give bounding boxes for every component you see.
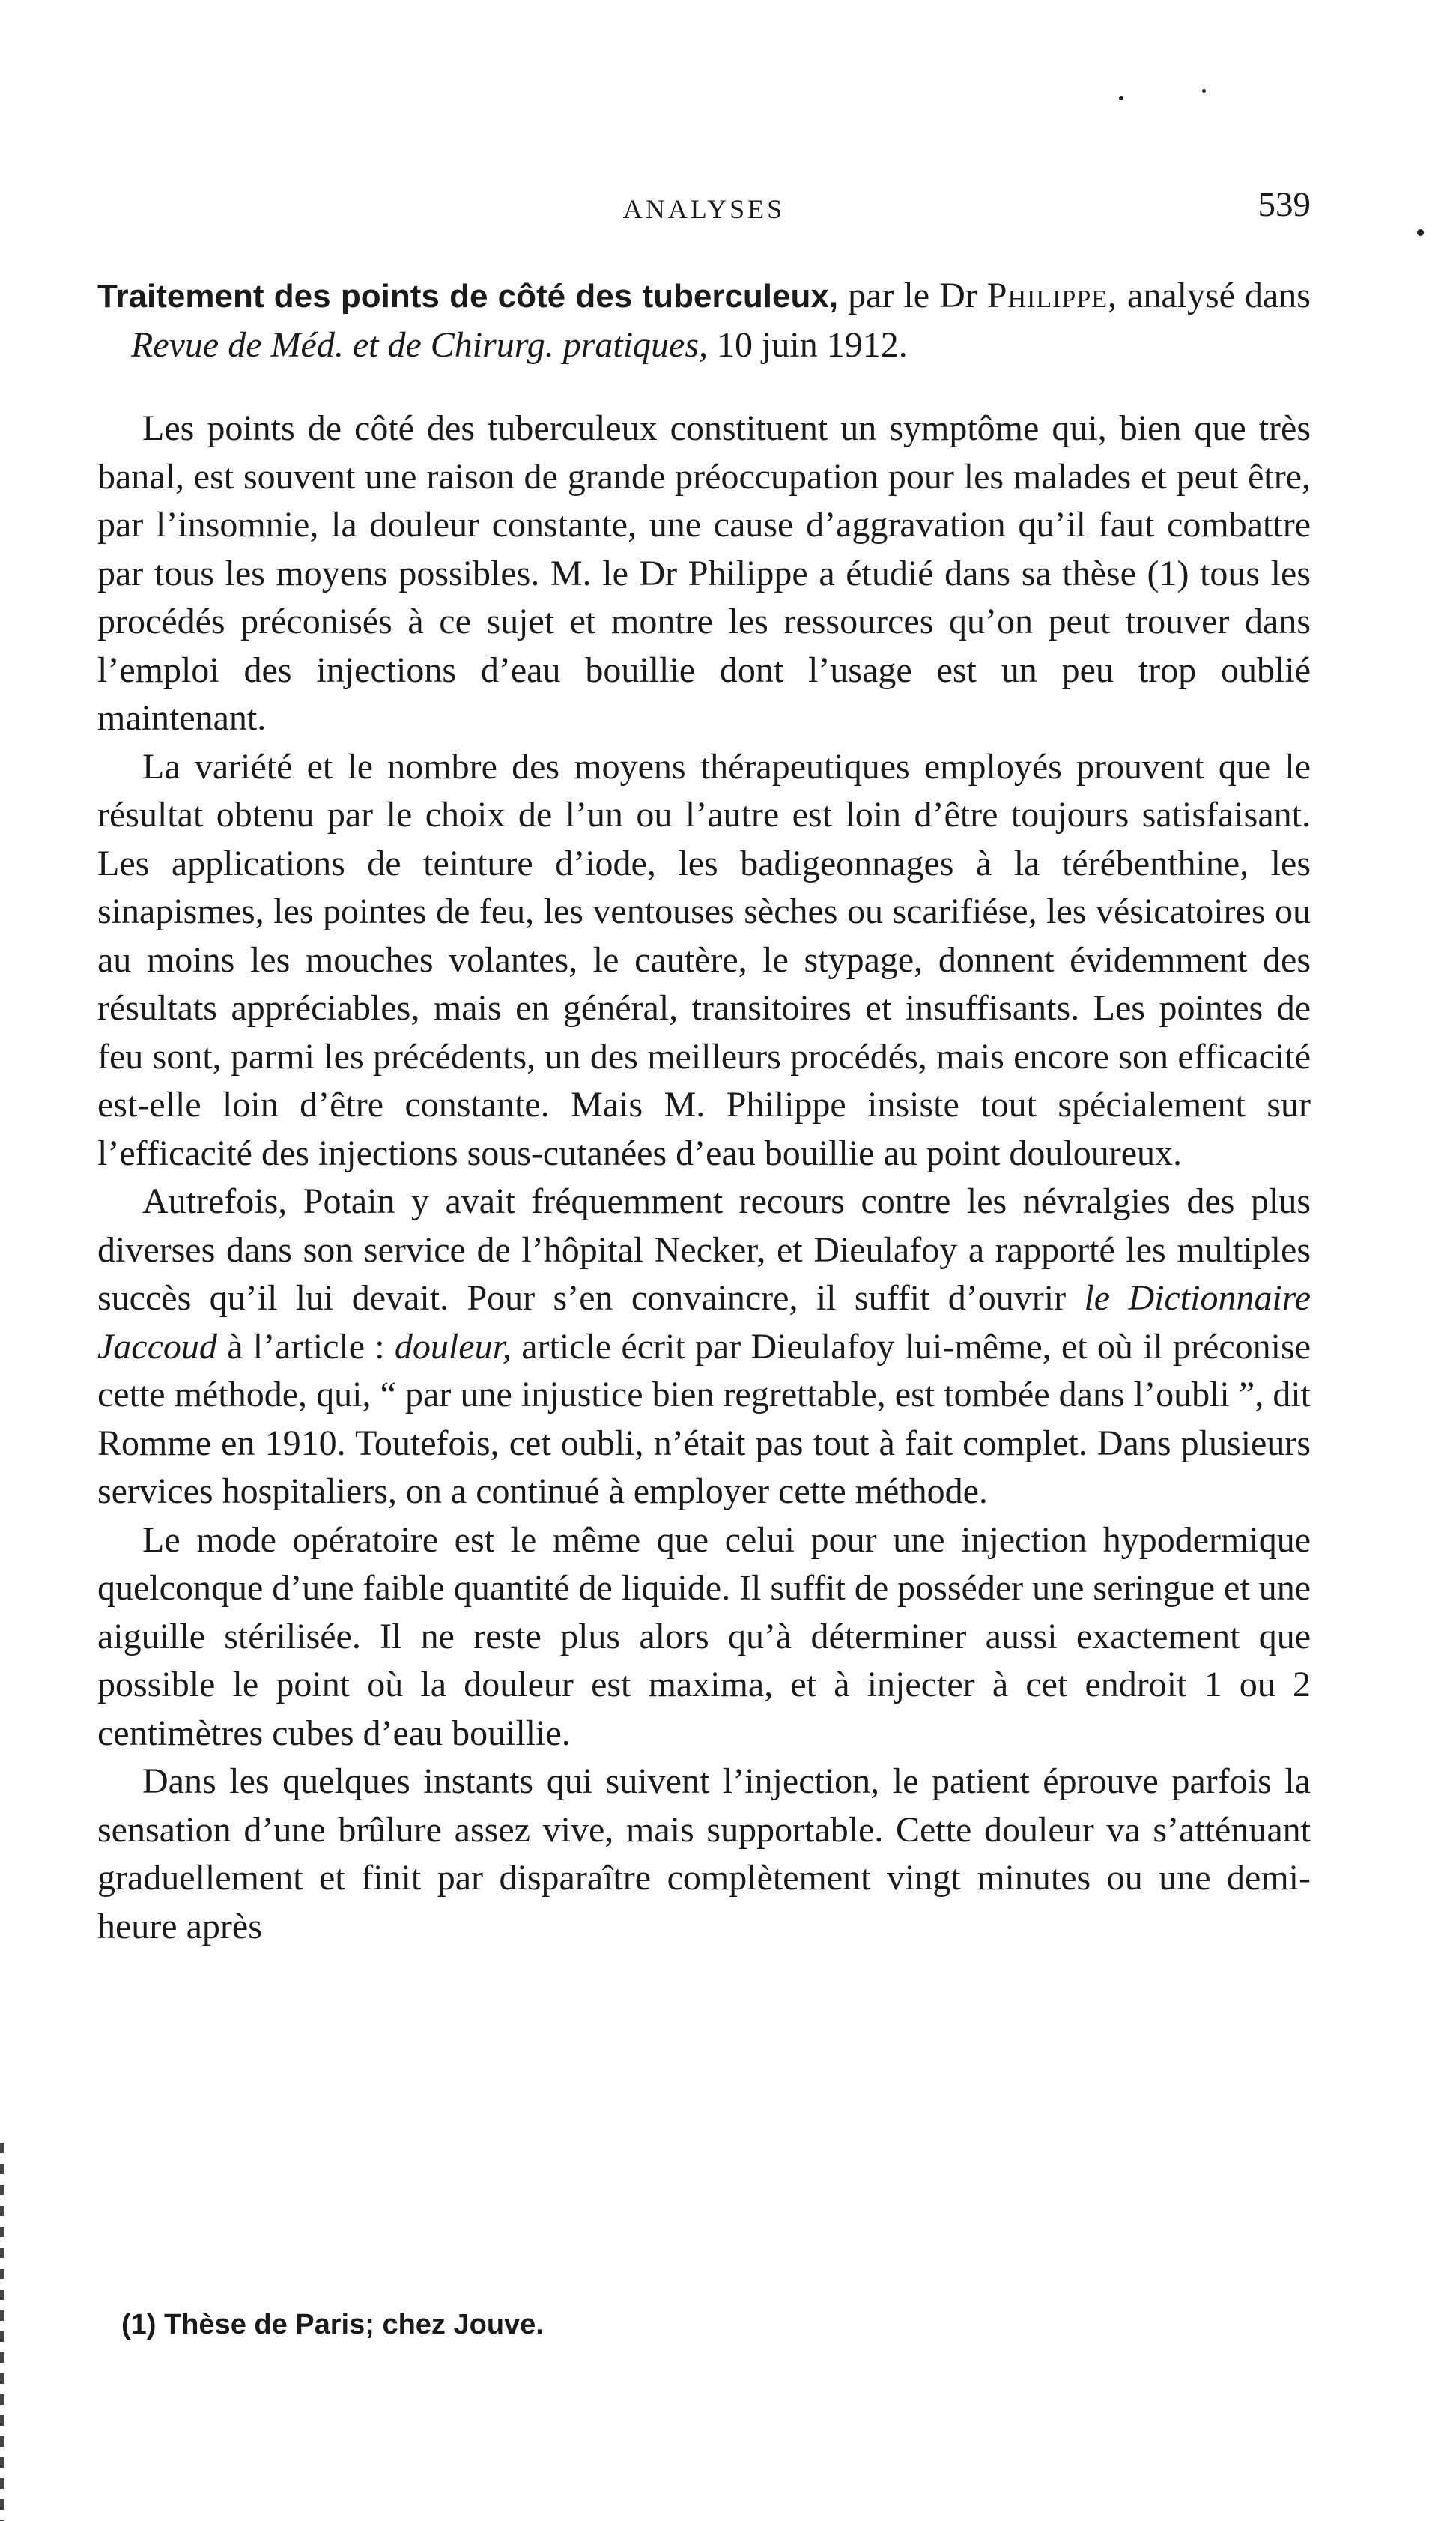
article-analyzed-in: analysé dans [1117,276,1311,315]
paragraph-5: Dans les quelques instants qui suivent l’injection, le patient éprouve parfois la sensation d’une brûlure assez vive, mais supportable. Cette douleur va s’atténuant graduellement et finit par disparaître complètement vingt minutes ou une demi-heure après [97,1761,1311,1946]
paragraph-3-text-c: article écrit par Dieulafoy lui-même, et où il préconise cette méthode, qui, “ par une injustice bien regrettable, est tombée dans l’oubli ”, dit Romme en 1910. Toutefois, cet oubli, n’était pas tout à fait complet. Dans plusieurs services hospitaliers, on a continué à employer cette méthode. [97,1326,1311,1511]
paragraph-3 [97,1178,1311,1516]
article-title-bold: Traitement des points de côté des tuberculeux, [97,278,839,315]
page-number: 539 [1258,185,1311,224]
ink-speck [1119,96,1123,100]
article-author: Philippe, [986,276,1118,315]
paragraph-3-text-b: à l’article : [216,1326,395,1367]
article-date: 10 juin 1912. [708,324,908,365]
running-head: ANALYSES [622,194,786,224]
article-by: par le Dr [838,276,987,315]
paragraph-4: Le mode opératoire est le même que celui pour une injection hypodermique quelconque d’une faible quantité de liquide. Il suffit de posséder une seringue et une aiguille stérilisée. Il ne reste plus alors qu’à déterminer aussi exactement que possible le point où la douleur est maxima, et à injecter à cet endroit 1 ou 2 centimètres cubes d’eau bouillie. [97,1519,1311,1753]
page-content [97,272,1311,1951]
paragraph-1: Les points de côté des tuberculeux constituent un symptôme qui, bien que très banal, est souvent une raison de grande préoccupation pour les malades et peut être, par l’insomnie, la douleur constante, une cause d’aggravation qu’il faut combattre par tous les moyens possibles. M. le Dr Philippe a étudié dans sa thèse (1) tous les procédés préconisés à ce sujet et montre les ressources qu’on peut trouver dans l’emploi des injections d’eau bouillie dont l’usage est un peu trop oublié maintenant. [97,408,1311,738]
ink-speck [1202,89,1206,93]
article-word-douleur: douleur, [394,1326,512,1367]
article-journal: Revue de Méd. et de Chirurg. pratiques, [131,324,709,365]
paragraph-2: La variété et le nombre des moyens thérapeutiques employés prouvent que le résultat obtenu par le choix de l’un ou l’autre est loin d’être toujours satisfaisant. Les applications de teinture d’iode, les badigeonnages à la térébenthine, les sinapismes, les pointes de feu, les ventouses sèches ou scarifiése, les vésicatoires ou au moins les mouches volantes, le cautère, le stypage, donnent évidemment des résultats appréciables, mais en général, transitoires et insuffisants. Les pointes de feu sont, parmi les précédents, un des meilleurs procédés, mais encore son efficacité est-elle loin d’être constante. Mais M. Philippe insiste tout spécialement sur l’efficacité des injections sous-cutanées d’eau bouillie au point douloureux. [97,746,1311,1173]
dictionary-title: le Dictionnaire Jaccoud [97,1278,1311,1367]
article-title [97,272,1311,369]
paragraph-3-text-a: Autrefois, Potain y avait fréquemment recours contre les névralgies des plus diverses dans son service de l’hôpital Necker, et Dieulafoy a rapporté les multiples succès qu’il lui devait. Pour s’en convaincre, il suffit d’ouvrir [97,1181,1311,1318]
footnote: (1) Thèse de Paris; chez Jouve. [121,2309,544,2340]
page-header [97,184,1311,229]
scan-edge-artifact [0,2143,4,2521]
ink-speck [1417,229,1424,236]
